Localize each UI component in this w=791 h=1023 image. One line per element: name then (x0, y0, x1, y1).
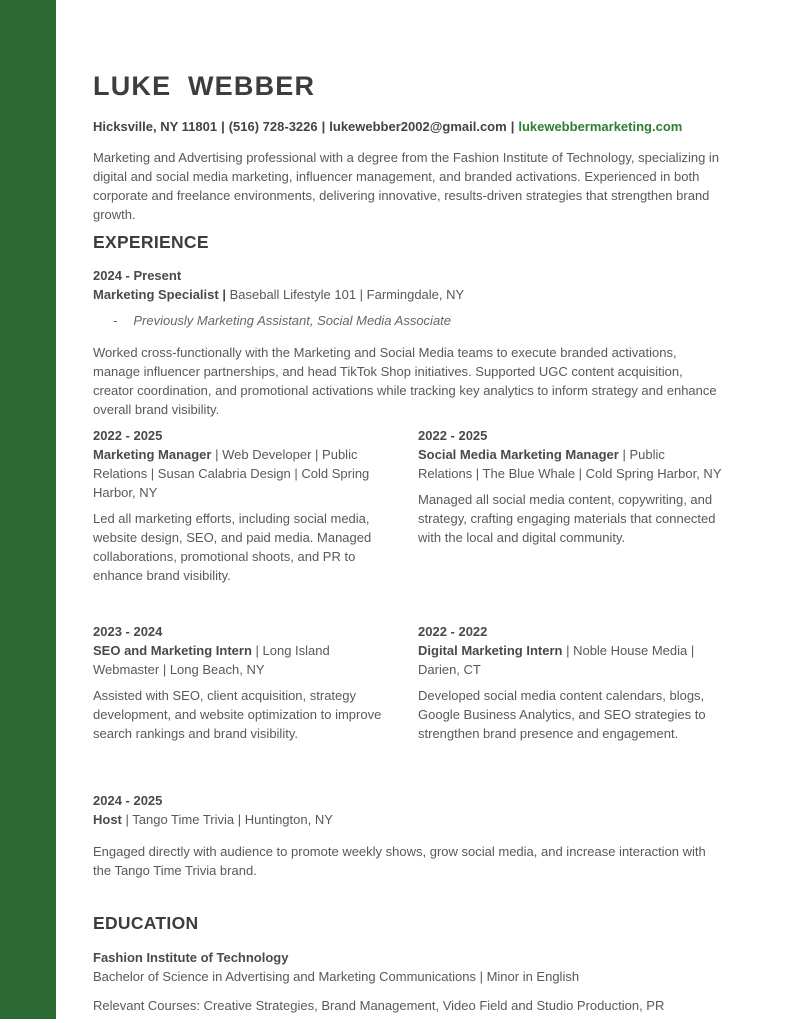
job-featured (93, 266, 723, 419)
education-heading: EDUCATION (93, 913, 199, 933)
job-dates: 2022 - 2025 (93, 428, 163, 443)
job-card (418, 622, 722, 743)
school-name: Fashion Institute of Technology (93, 950, 289, 965)
courses-line: Relevant Courses: Creative Strategies, Brand Management, Video Field and Studio Production, PR (93, 998, 665, 1013)
job-title: Marketing Manager (93, 447, 212, 462)
job-note (93, 311, 723, 330)
job-dates: 2022 - 2025 (418, 428, 488, 443)
job-title-line (93, 445, 397, 502)
job-title-suffix: | Public Relations | The Blue Whale | Cold Spring Harbor, NY (418, 447, 722, 481)
job-description: Worked cross-functionally with the Marketing and Social Media teams to execute branded activations, manage influencer partnerships, and head TikTok Shop initiatives. Supported UGC content acquisition, creator coordination, and promotional activations while tracking key analytics to inform strategy and enhance overall brand visibility. (93, 345, 717, 417)
job-title: Digital Marketing Intern (418, 643, 563, 658)
resume-name: LUKE WEBBER (93, 71, 316, 101)
job-title: Social Media Marketing Manager (418, 447, 619, 462)
job-description: Led all marketing efforts, including social media, website design, SEO, and paid media. Managed collaborations, promotional shoots, and PR to enhance brand visibility. (93, 511, 372, 583)
website-link[interactable]: lukewebbermarketing.com (518, 119, 683, 134)
job-title-line (93, 285, 723, 304)
contact-separator: | (321, 119, 326, 134)
note-text: Previously Marketing Assistant, Social Media Associate (133, 313, 452, 328)
education-block (93, 948, 723, 1015)
contact-separator: | (510, 119, 515, 134)
degree-line: Bachelor of Science in Advertising and Marketing Communications | Minor in English (93, 969, 580, 984)
job-title-line (93, 810, 723, 829)
job-title-suffix: | Web Developer | Public Relations | Susan Calabria Design | Cold Spring Harbor, NY (93, 447, 370, 500)
job-card (418, 426, 722, 585)
job-title-line (418, 641, 722, 679)
job-host (93, 791, 723, 880)
job-title: Host (93, 812, 122, 827)
job-dates: 2024 - Present (93, 268, 182, 283)
job-card (93, 622, 397, 743)
job-title-suffix: | Tango Time Trivia | Huntington, NY (121, 812, 333, 827)
job-dates: 2022 - 2022 (418, 624, 488, 639)
job-dates: 2023 - 2024 (93, 624, 163, 639)
job-description: Developed social media content calendars, blogs, Google Business Analytics, and SEO strategies to strengthen brand presence and engagement. (418, 688, 706, 741)
job-title: Marketing Specialist | (93, 287, 226, 302)
job-description: Engaged directly with audience to promote weekly shows, grow social media, and increase interaction with the Tango Time Trivia brand. (93, 844, 706, 878)
contact-separator: | (221, 119, 225, 134)
job-description: Assisted with SEO, client acquisition, strategy development, and website optimization to improve search rankings and brand visibility. (93, 688, 382, 741)
contact-phone: (516) 728-3226 (228, 119, 318, 134)
job-title-line (418, 445, 722, 483)
job-title-suffix: Baseball Lifestyle 101 | Farmingdale, NY (225, 287, 465, 302)
job-title: SEO and Marketing Intern (93, 643, 252, 658)
contact-location: Hicksville, NY 11801 (93, 119, 218, 134)
job-description: Managed all social media content, copywriting, and strategy, crafting engaging materials that connected with the local and digital community. (418, 492, 716, 545)
jobs-grid (93, 426, 723, 743)
job-title-suffix: | Long Island Webmaster | Long Beach, NY (93, 643, 330, 677)
summary-paragraph: Marketing and Advertising professional with a degree from the Fashion Institute of Technology, specializing in digital and social media marketing, influencer management, and branded activations. Experienced in both corporate and freelance environments, delivering innovative, results-driven strategies that strengthen brand growth. (93, 150, 720, 222)
job-card (93, 426, 397, 585)
contact-email: lukewebber2002@gmail.com (329, 119, 507, 134)
job-dates: 2024 - 2025 (93, 793, 163, 808)
resume-page (93, 0, 723, 1015)
note-bullet: - (113, 313, 118, 328)
job-title-line (93, 641, 397, 679)
job-title-suffix: | Noble House Media | Darien, CT (418, 643, 695, 677)
contact-line (93, 119, 723, 135)
left-accent-bar (0, 0, 56, 1019)
experience-heading: EXPERIENCE (93, 232, 209, 252)
